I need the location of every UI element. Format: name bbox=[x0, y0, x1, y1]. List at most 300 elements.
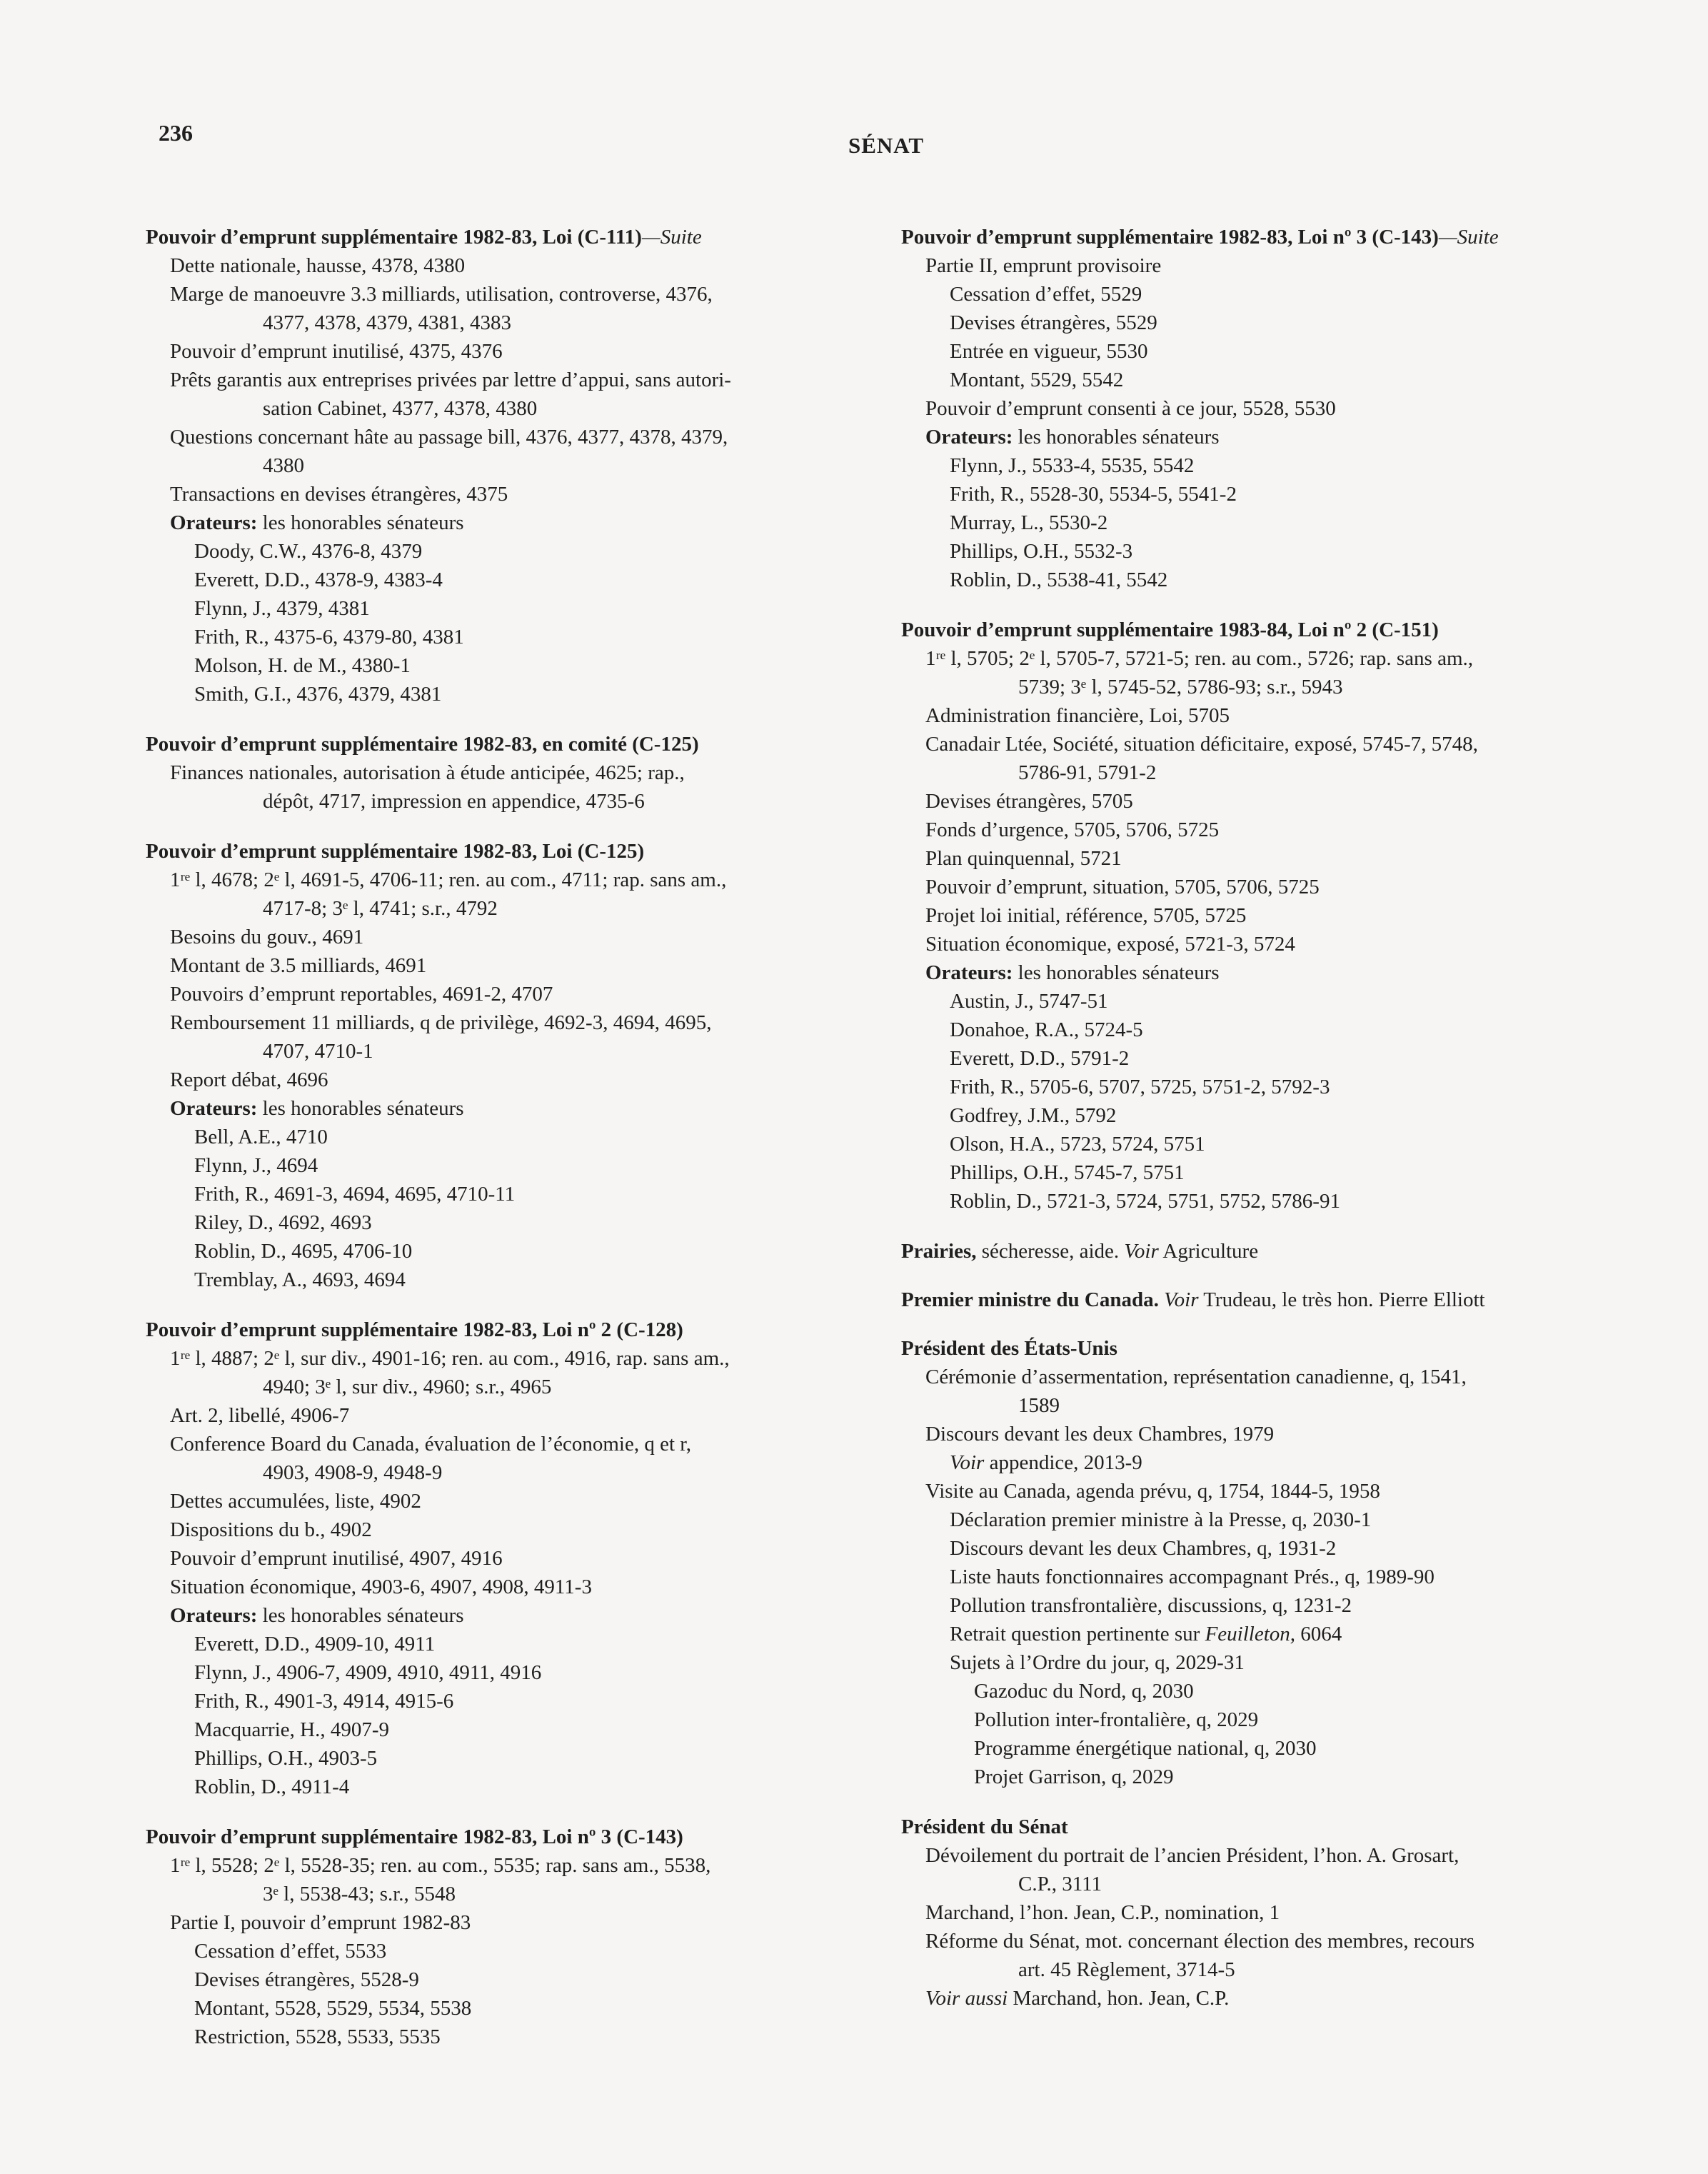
subentry-line bbox=[170, 1601, 881, 1630]
subentry-continuation: C.P., 3111 bbox=[1018, 1873, 1102, 1895]
subentry-line bbox=[925, 644, 1637, 673]
subentry bbox=[901, 701, 1637, 730]
subentry-line bbox=[925, 251, 1637, 280]
entry-heading-text: Pouvoir d’emprunt supplémentaire 1982-83, Loi nº 2 (C-128) bbox=[146, 1318, 683, 1341]
subentry bbox=[901, 930, 1637, 958]
index-entry bbox=[146, 223, 881, 708]
subentry-text: Riley, D., 4692, 4693 bbox=[194, 1211, 372, 1234]
subentry-text: les honorables sénateurs bbox=[1013, 426, 1220, 449]
subentry bbox=[146, 1208, 881, 1237]
entry-heading bbox=[146, 1823, 881, 1851]
subentry-text: Pouvoir d’emprunt consenti à ce jour, 5528, 5530 bbox=[925, 397, 1336, 420]
subentry-line bbox=[194, 1151, 881, 1180]
subentry-line bbox=[194, 1266, 881, 1294]
subentry-text: Cessation d’effet, 5533 bbox=[194, 1940, 387, 1963]
subentry-line bbox=[170, 923, 881, 951]
subentry-text: Finances nationales, autorisation à étude anticipée, 4625; rap., bbox=[170, 761, 685, 784]
subentry bbox=[146, 537, 881, 566]
subentry bbox=[901, 844, 1637, 873]
subentry-text: Retrait question pertinente sur bbox=[950, 1623, 1205, 1645]
subentry bbox=[901, 644, 1637, 701]
subentry-line bbox=[170, 951, 881, 980]
subentry bbox=[901, 1101, 1637, 1130]
subentry bbox=[901, 537, 1637, 566]
subentry-continuation: 3ᵉ l, 5538-43; s.r., 5548 bbox=[263, 1883, 456, 1905]
subentry-line bbox=[950, 537, 1637, 566]
see-reference-label: Voir bbox=[1124, 1240, 1159, 1263]
subentry bbox=[901, 337, 1637, 366]
subentry-line bbox=[925, 1984, 1637, 2013]
subentry-text: Cessation d’effet, 5529 bbox=[950, 283, 1142, 306]
subentry-line bbox=[950, 1130, 1637, 1158]
subentry bbox=[146, 1573, 881, 1601]
subentry-line bbox=[194, 1208, 881, 1237]
subentry-text: les honorables sénateurs bbox=[257, 511, 464, 534]
subentry bbox=[146, 1601, 881, 1630]
subentry-line bbox=[170, 1908, 881, 1937]
subentry bbox=[901, 1927, 1637, 1984]
subentry-text: Bell, A.E., 4710 bbox=[194, 1126, 328, 1148]
subentry bbox=[146, 366, 881, 423]
entry-heading-text: Président des États-Unis bbox=[901, 1337, 1117, 1360]
entry-heading bbox=[146, 837, 881, 866]
subentry bbox=[146, 951, 881, 980]
subentry-text: Molson, H. de M., 4380-1 bbox=[194, 654, 411, 677]
subentry bbox=[901, 730, 1637, 787]
index-column-left bbox=[146, 223, 881, 2073]
subentry bbox=[901, 1591, 1637, 1620]
subentry-text: Pouvoir d’emprunt inutilisé, 4907, 4916 bbox=[170, 1547, 503, 1570]
index-entry bbox=[901, 223, 1637, 594]
entry-heading bbox=[901, 1286, 1637, 1314]
subentry bbox=[901, 816, 1637, 844]
subentry bbox=[146, 1687, 881, 1715]
entry-heading-text: Pouvoir d’emprunt supplémentaire 1982-83, Loi nº 3 (C-143) bbox=[901, 226, 1439, 249]
subentry-line bbox=[974, 1705, 1637, 1734]
entry-heading-text: Pouvoir d’emprunt supplémentaire 1982-83, Loi nº 3 (C-143) bbox=[146, 1825, 683, 1848]
subentry-text: Marge de manoeuvre 3.3 milliards, utilisation, controverse, 4376, bbox=[170, 283, 713, 306]
subentry-text: Phillips, O.H., 4903-5 bbox=[194, 1747, 378, 1770]
subentry-text: Austin, J., 5747-51 bbox=[950, 990, 1108, 1013]
subentry-text: Report débat, 4696 bbox=[170, 1068, 328, 1091]
index-entry bbox=[901, 1334, 1637, 1791]
subentry bbox=[901, 1705, 1637, 1734]
subentry-line bbox=[950, 1187, 1637, 1216]
subentry-line bbox=[170, 423, 881, 451]
subentry bbox=[901, 366, 1637, 394]
subentry-line bbox=[950, 366, 1637, 394]
subentry-line bbox=[194, 1687, 881, 1715]
subentry-text: 1ʳᵉ l, 4678; 2ᵉ l, 4691-5, 4706-11; ren. au com., 4711; rap. sans am., bbox=[170, 868, 727, 891]
subentry-text: Frith, R., 4901-3, 4914, 4915-6 bbox=[194, 1690, 454, 1713]
subentry bbox=[146, 651, 881, 680]
index-column-right bbox=[901, 223, 1637, 2034]
index-entry bbox=[901, 1813, 1637, 2013]
subentry-line bbox=[925, 930, 1637, 958]
subentry-text: Everett, D.D., 4909-10, 4911 bbox=[194, 1633, 436, 1655]
subentry-line bbox=[170, 1401, 881, 1430]
suite-label: —Suite bbox=[1438, 226, 1499, 249]
subentry-line bbox=[170, 758, 881, 787]
subentry bbox=[901, 987, 1637, 1016]
subentry bbox=[901, 1898, 1637, 1927]
subentry-line bbox=[170, 866, 881, 894]
subentry-text: Sujets à l’Ordre du jour, q, 2029-31 bbox=[950, 1651, 1245, 1674]
subentry-text: 6064 bbox=[1295, 1623, 1342, 1645]
subentry-text: les honorables sénateurs bbox=[257, 1097, 464, 1120]
subentry-text: Cérémonie d’assermentation, représentation canadienne, q, 1541, bbox=[925, 1366, 1467, 1388]
subentry-line bbox=[925, 394, 1637, 423]
subentry-text: Administration financière, Loi, 5705 bbox=[925, 704, 1230, 727]
see-reference-target: Trudeau, le très hon. Pierre Elliott bbox=[1198, 1288, 1485, 1311]
subentry-line bbox=[925, 1927, 1637, 1955]
subentry-line bbox=[170, 280, 881, 309]
subentry bbox=[901, 1734, 1637, 1763]
subentry-line bbox=[950, 1591, 1637, 1620]
subentry bbox=[146, 1630, 881, 1658]
subentry-line bbox=[194, 1630, 881, 1658]
entry-heading-text: Prairies, bbox=[901, 1240, 977, 1263]
subentry bbox=[901, 509, 1637, 537]
speakers-label: Orateurs: bbox=[925, 961, 1013, 984]
subentry-line bbox=[950, 451, 1637, 480]
index-entry bbox=[146, 730, 881, 816]
subentry-line bbox=[950, 309, 1637, 337]
subentry-line bbox=[170, 366, 881, 394]
subentry bbox=[146, 1344, 881, 1401]
subentry-line bbox=[925, 1420, 1637, 1448]
page-number: 236 bbox=[159, 120, 193, 146]
subentry-line bbox=[950, 509, 1637, 537]
subentry-line bbox=[194, 594, 881, 623]
subentry-text: Phillips, O.H., 5745-7, 5751 bbox=[950, 1161, 1185, 1184]
subentry-line bbox=[170, 1487, 881, 1516]
entry-description: sécheresse, aide. bbox=[976, 1240, 1125, 1263]
subentry-text: Flynn, J., 4694 bbox=[194, 1154, 318, 1177]
index-entry bbox=[901, 1237, 1637, 1266]
subentry-text: Marchand, hon. Jean, C.P. bbox=[1008, 1987, 1230, 2010]
subentry-line bbox=[194, 1994, 881, 2023]
entry-heading bbox=[901, 223, 1637, 251]
subentry-line bbox=[950, 1044, 1637, 1073]
subentry bbox=[146, 1266, 881, 1294]
subentry-line bbox=[170, 1544, 881, 1573]
subentry-continuation: 4903, 4908-9, 4948-9 bbox=[263, 1461, 443, 1484]
subentry-text: Roblin, D., 5721-3, 5724, 5751, 5752, 5786-91 bbox=[950, 1190, 1340, 1213]
subentry bbox=[146, 1237, 881, 1266]
subentry-text: Devises étrangères, 5528-9 bbox=[194, 1968, 419, 1991]
subentry bbox=[146, 566, 881, 594]
subentry-line bbox=[925, 901, 1637, 930]
speakers-label: Orateurs: bbox=[170, 1604, 258, 1627]
subentry bbox=[901, 1158, 1637, 1187]
subentry-text: Fonds d’urgence, 5705, 5706, 5725 bbox=[925, 818, 1220, 841]
subentry-text: Besoins du gouv., 4691 bbox=[170, 926, 364, 948]
subentry bbox=[901, 1016, 1637, 1044]
subentry-continuation: 4377, 4378, 4379, 4381, 4383 bbox=[263, 311, 511, 334]
subentry-text: Restriction, 5528, 5533, 5535 bbox=[194, 2025, 441, 2048]
subentry-text: Pollution inter-frontalière, q, 2029 bbox=[974, 1708, 1259, 1731]
subentry-line bbox=[194, 537, 881, 566]
subentry-text: Montant, 5528, 5529, 5534, 5538 bbox=[194, 1997, 472, 2020]
entry-heading-text: Premier ministre du Canada. bbox=[901, 1288, 1159, 1311]
subentry bbox=[146, 480, 881, 509]
subentry-text: Everett, D.D., 5791-2 bbox=[950, 1047, 1130, 1070]
subentry-text: Plan quinquennal, 5721 bbox=[925, 847, 1122, 870]
subentry bbox=[901, 1044, 1637, 1073]
subentry bbox=[146, 1516, 881, 1544]
subentry-text: Art. 2, libellé, 4906-7 bbox=[170, 1404, 350, 1427]
entry-heading bbox=[901, 1334, 1637, 1363]
subentry-line bbox=[950, 280, 1637, 309]
subentry bbox=[901, 566, 1637, 594]
subentry-line bbox=[950, 566, 1637, 594]
subentry bbox=[901, 1763, 1637, 1791]
subentry-text: Prêts garantis aux entreprises privées par lettre d’appui, sans autori- bbox=[170, 369, 731, 391]
subentry-text: Macquarrie, H., 4907-9 bbox=[194, 1718, 389, 1741]
subentry bbox=[901, 1677, 1637, 1705]
subentry-text: Everett, D.D., 4378-9, 4383-4 bbox=[194, 568, 443, 591]
subentry-line bbox=[194, 1180, 881, 1208]
subentry-text: Godfrey, J.M., 5792 bbox=[950, 1104, 1117, 1127]
subentry-line bbox=[950, 337, 1637, 366]
subentry-text: Partie I, pouvoir d’emprunt 1982-83 bbox=[170, 1911, 471, 1934]
subentry bbox=[901, 1563, 1637, 1591]
subentry-line bbox=[194, 1658, 881, 1687]
subentry-line bbox=[170, 1008, 881, 1037]
subentry-line bbox=[925, 1477, 1637, 1506]
subentry bbox=[146, 1994, 881, 2023]
subentry-text: Dettes accumulées, liste, 4902 bbox=[170, 1490, 421, 1513]
subentry bbox=[901, 1984, 1637, 2013]
subentry-continuation: 4717-8; 3ᵉ l, 4741; s.r., 4792 bbox=[263, 897, 498, 920]
subentry-text: Pouvoirs d’emprunt reportables, 4691-2, 4707 bbox=[170, 983, 553, 1006]
subentry-text: Projet Garrison, q, 2029 bbox=[974, 1765, 1174, 1788]
subentry-line bbox=[925, 816, 1637, 844]
subentry-text: Smith, G.I., 4376, 4379, 4381 bbox=[194, 683, 442, 706]
subentry-text: Devises étrangères, 5529 bbox=[950, 311, 1157, 334]
subentry bbox=[901, 1620, 1637, 1648]
subentry-continuation: 4940; 3ᵉ l, sur div., 4960; s.r., 4965 bbox=[263, 1376, 552, 1398]
subentry bbox=[901, 1648, 1637, 1677]
subentry bbox=[146, 1544, 881, 1573]
subentry bbox=[146, 1123, 881, 1151]
subentry-continuation: art. 45 Règlement, 3714-5 bbox=[1018, 1958, 1235, 1981]
subentry bbox=[901, 873, 1637, 901]
subentry-line bbox=[925, 787, 1637, 816]
subentry-line bbox=[170, 1573, 881, 1601]
subentry bbox=[146, 280, 881, 337]
entry-heading-text: Pouvoir d’emprunt supplémentaire 1983-84, Loi nº 2 (C-151) bbox=[901, 618, 1439, 641]
subentry bbox=[901, 1534, 1637, 1563]
subentry-line bbox=[950, 1648, 1637, 1677]
subentry bbox=[901, 394, 1637, 423]
subentry bbox=[146, 923, 881, 951]
subentry-line bbox=[925, 1841, 1637, 1870]
subentry-continuation: 1589 bbox=[1018, 1394, 1060, 1417]
subentry-line bbox=[170, 980, 881, 1008]
subentry-text: Roblin, D., 4695, 4706-10 bbox=[194, 1240, 413, 1263]
see-reference-label: Voir bbox=[950, 1451, 985, 1474]
subentry-text: Roblin, D., 4911-4 bbox=[194, 1775, 350, 1798]
subentry-line bbox=[170, 1430, 881, 1458]
subentry-text: Questions concernant hâte au passage bill, 4376, 4377, 4378, 4379, bbox=[170, 426, 728, 449]
subentry-line bbox=[950, 1563, 1637, 1591]
subentry bbox=[146, 680, 881, 708]
entry-heading-text: Pouvoir d’emprunt supplémentaire 1982-83, Loi (C-111) bbox=[146, 226, 642, 249]
subentry-line bbox=[950, 1506, 1637, 1534]
subentry-line bbox=[194, 651, 881, 680]
subentry-line bbox=[950, 1073, 1637, 1101]
subentry bbox=[901, 309, 1637, 337]
subentry-text: Canadair Ltée, Société, situation déficitaire, exposé, 5745-7, 5748, bbox=[925, 733, 1478, 756]
subentry-text: Programme énergétique national, q, 2030 bbox=[974, 1737, 1317, 1760]
subentry bbox=[146, 1715, 881, 1744]
subentry bbox=[901, 1420, 1637, 1448]
subentry-text: Entrée en vigueur, 5530 bbox=[950, 340, 1148, 363]
entry-heading bbox=[901, 616, 1637, 644]
see-reference-label: Voir aussi bbox=[925, 1987, 1008, 2010]
subentry-line bbox=[194, 566, 881, 594]
subentry-text: Dispositions du b., 4902 bbox=[170, 1518, 372, 1541]
subentry bbox=[146, 758, 881, 816]
subentry bbox=[146, 1908, 881, 1937]
subentry-text: Tremblay, A., 4693, 4694 bbox=[194, 1268, 406, 1291]
subentry-text: Visite au Canada, agenda prévu, q, 1754, 1844-5, 1958 bbox=[925, 1480, 1380, 1503]
subentry-text: les honorables sénateurs bbox=[257, 1604, 464, 1627]
index-entry bbox=[146, 1316, 881, 1801]
subentry-text: les honorables sénateurs bbox=[1013, 961, 1220, 984]
index-entry bbox=[901, 1286, 1637, 1314]
subentry bbox=[146, 1658, 881, 1687]
subentry-text: Olson, H.A., 5723, 5724, 5751 bbox=[950, 1133, 1205, 1156]
subentry bbox=[146, 1066, 881, 1094]
subentry-line bbox=[194, 1237, 881, 1266]
subentry-line bbox=[925, 730, 1637, 758]
subentry-line bbox=[170, 1851, 881, 1880]
subentry-text: Gazoduc du Nord, q, 2030 bbox=[974, 1680, 1194, 1703]
subentry-text: Pollution transfrontalière, discussions, q, 1231-2 bbox=[950, 1594, 1352, 1617]
subentry-line bbox=[925, 423, 1637, 451]
subentry-text: Dévoilement du portrait de l’ancien Président, l’hon. A. Grosart, bbox=[925, 1844, 1460, 1867]
subentry-line bbox=[170, 480, 881, 509]
italic-term: Feuilleton, bbox=[1205, 1623, 1296, 1645]
subentry-continuation: 5786-91, 5791-2 bbox=[1018, 761, 1157, 784]
entry-heading bbox=[146, 223, 881, 251]
subentry-text: Donahoe, R.A., 5724-5 bbox=[950, 1018, 1143, 1041]
subentry-line bbox=[194, 1744, 881, 1773]
subentry bbox=[146, 1937, 881, 1965]
subentry-line bbox=[170, 1066, 881, 1094]
subentry-line bbox=[950, 1016, 1637, 1044]
subentry bbox=[146, 1151, 881, 1180]
subentry bbox=[901, 1841, 1637, 1898]
subentry bbox=[146, 1430, 881, 1487]
subentry-text: Déclaration premier ministre à la Presse, q, 2030-1 bbox=[950, 1508, 1372, 1531]
subentry-line bbox=[194, 1715, 881, 1744]
subentry bbox=[146, 623, 881, 651]
subentry-line bbox=[194, 2023, 881, 2051]
entry-heading bbox=[146, 730, 881, 758]
subentry-text: Montant de 3.5 milliards, 4691 bbox=[170, 954, 427, 977]
subentry-text: Situation économique, 4903-6, 4907, 4908, 4911-3 bbox=[170, 1576, 592, 1598]
subentry-line bbox=[950, 1448, 1637, 1477]
subentry bbox=[146, 1008, 881, 1066]
subentry-text: Phillips, O.H., 5532-3 bbox=[950, 540, 1133, 563]
subentry-continuation: 4380 bbox=[263, 454, 304, 477]
subentry-text: Pouvoir d’emprunt, situation, 5705, 5706, 5725 bbox=[925, 876, 1320, 898]
subentry bbox=[146, 594, 881, 623]
index-entry bbox=[901, 616, 1637, 1216]
subentry-text: Projet loi initial, référence, 5705, 5725 bbox=[925, 904, 1247, 927]
entry-heading bbox=[146, 1316, 881, 1344]
subentry-line bbox=[170, 509, 881, 537]
subentry bbox=[146, 980, 881, 1008]
subentry bbox=[901, 423, 1637, 451]
subentry bbox=[901, 901, 1637, 930]
subentry bbox=[146, 1487, 881, 1516]
subentry-line bbox=[194, 623, 881, 651]
subentry-text: Flynn, J., 4906-7, 4909, 4910, 4911, 4916 bbox=[194, 1661, 542, 1684]
subentry-line bbox=[950, 1158, 1637, 1187]
index-entry bbox=[146, 1823, 881, 2051]
subentry-text: Doody, C.W., 4376-8, 4379 bbox=[194, 540, 423, 563]
subentry-line bbox=[950, 1101, 1637, 1130]
subentry-continuation: 5739; 3ᵉ l, 5745-52, 5786-93; s.r., 5943 bbox=[1018, 676, 1343, 698]
subentry-line bbox=[925, 873, 1637, 901]
subentry-text: Partie II, emprunt provisoire bbox=[925, 254, 1162, 277]
subentry-line bbox=[950, 1534, 1637, 1563]
subentry-text: Pouvoir d’emprunt inutilisé, 4375, 4376 bbox=[170, 340, 503, 363]
subentry-text: Discours devant les deux Chambres, 1979 bbox=[925, 1423, 1275, 1446]
subentry-line bbox=[170, 1094, 881, 1123]
subentry-continuation: sation Cabinet, 4377, 4378, 4380 bbox=[263, 397, 538, 420]
subentry-line bbox=[925, 958, 1637, 987]
subentry-line bbox=[925, 701, 1637, 730]
subentry-continuation: dépôt, 4717, impression en appendice, 4735-6 bbox=[263, 790, 645, 813]
subentry bbox=[901, 1130, 1637, 1158]
subentry bbox=[901, 1187, 1637, 1216]
subentry bbox=[146, 866, 881, 923]
subentry bbox=[901, 480, 1637, 509]
subentry bbox=[146, 1965, 881, 1994]
subentry bbox=[146, 509, 881, 537]
subentry-text: Frith, R., 4375-6, 4379-80, 4381 bbox=[194, 626, 464, 648]
entry-heading-text: Pouvoir d’emprunt supplémentaire 1982-83, Loi (C-125) bbox=[146, 840, 645, 863]
subentry bbox=[146, 1773, 881, 1801]
subentry-text: Frith, R., 4691-3, 4694, 4695, 4710-11 bbox=[194, 1183, 516, 1206]
subentry-text: Murray, L., 5530-2 bbox=[950, 511, 1108, 534]
subentry-line bbox=[194, 1123, 881, 1151]
see-reference-label: Voir bbox=[1164, 1288, 1199, 1311]
subentry bbox=[146, 1094, 881, 1123]
subentry-text: Liste hauts fonctionnaires accompagnant Prés., q, 1989-90 bbox=[950, 1566, 1435, 1588]
subentry bbox=[146, 1401, 881, 1430]
subentry-line bbox=[925, 844, 1637, 873]
entry-heading-text: Pouvoir d’emprunt supplémentaire 1982-83, en comité (C-125) bbox=[146, 733, 699, 756]
entry-heading-text: Président du Sénat bbox=[901, 1815, 1068, 1838]
see-reference-target: Agriculture bbox=[1158, 1240, 1259, 1263]
subentry-text: Roblin, D., 5538-41, 5542 bbox=[950, 568, 1168, 591]
subentry bbox=[901, 251, 1637, 280]
subentry bbox=[146, 337, 881, 366]
subentry bbox=[901, 958, 1637, 987]
subentry bbox=[146, 1744, 881, 1773]
subentry-line bbox=[950, 480, 1637, 509]
subentry-text: 1ʳᵉ l, 4887; 2ᵉ l, sur div., 4901-16; ren. au com., 4916, rap. sans am., bbox=[170, 1347, 730, 1370]
subentry-line bbox=[170, 337, 881, 366]
speakers-label: Orateurs: bbox=[170, 1097, 258, 1120]
